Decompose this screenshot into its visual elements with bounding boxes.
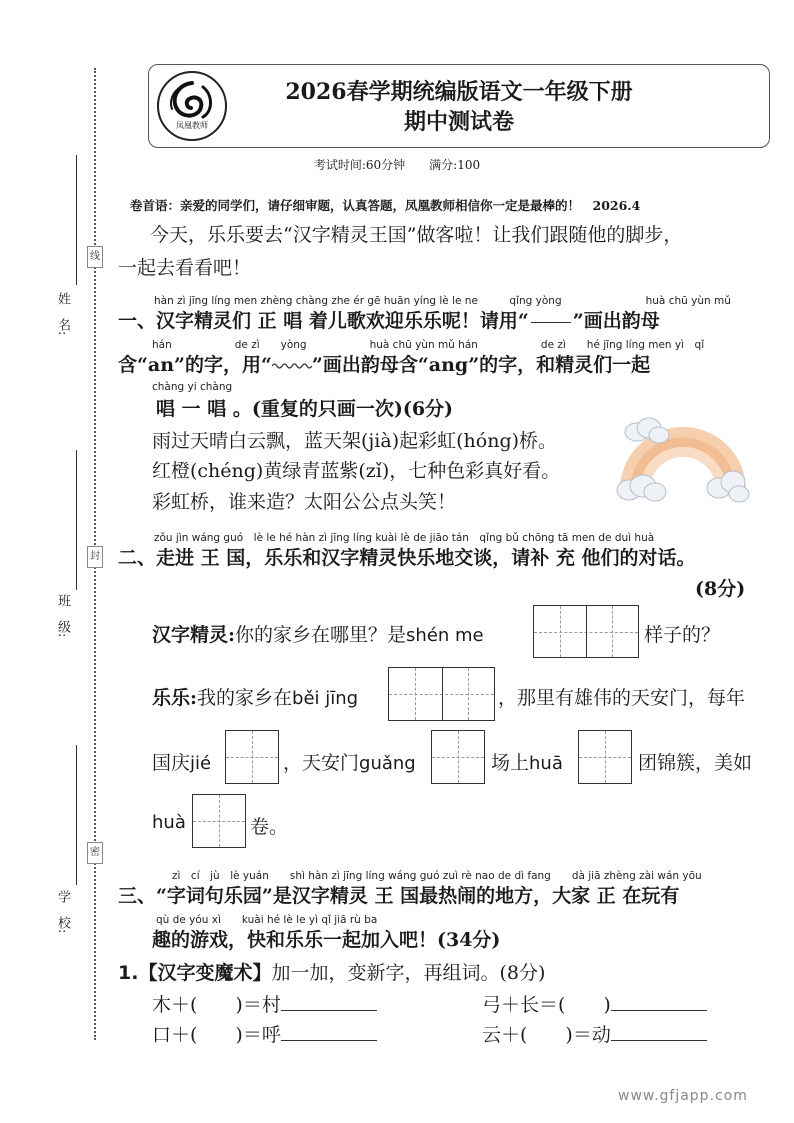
dialogue-line-3a bbox=[152, 748, 211, 775]
name-label: 姓 名: bbox=[55, 292, 70, 336]
binding-tag-secret: 密 bbox=[87, 842, 103, 864]
binding-tag-seal: 封 bbox=[87, 546, 103, 568]
q1-pinyin-3: chàng yi chàng bbox=[152, 381, 233, 393]
dialogue-3c: 场上 bbox=[491, 752, 530, 774]
dialogue-2a: 我的家乡在 bbox=[197, 687, 293, 709]
q3-sub1 bbox=[118, 958, 545, 985]
magic-item-2-text: 弓＋长＝( ) bbox=[482, 994, 611, 1016]
name-fill-line[interactable] bbox=[76, 155, 77, 285]
q1-text-2a: 含“an”的字，用“ bbox=[118, 354, 272, 376]
watermark: www.gfjapp.com bbox=[618, 1088, 748, 1104]
q2-pinyin: zǒu jìn wáng guó lè le hé hàn zì jīng líng kuài lè de jiāo tán qǐng bǔ chōng tā men de duì huà bbox=[154, 532, 655, 544]
q3-pinyin-2: qù de yóu xì kuài hé lè le yì qǐ jiā rù ba bbox=[156, 914, 378, 926]
answer-box-hua-picture[interactable] bbox=[192, 794, 246, 848]
exam-info: 考试时间:60分钟 满分:100 bbox=[313, 158, 481, 172]
pinyin-beijing: běi jīng bbox=[292, 688, 359, 709]
q3-line-2: 趣的游戏，快和乐乐一起加入吧！(34分) bbox=[152, 929, 501, 951]
pinyin-jie: jié bbox=[190, 753, 212, 774]
wavy-line-sample-icon bbox=[272, 362, 312, 370]
dialogue-1a: 你的家乡在哪里？是 bbox=[235, 624, 407, 646]
dialogue-line-1 bbox=[152, 620, 484, 647]
dialogue-3b: ，天安门 bbox=[283, 752, 360, 774]
magic-item-4 bbox=[482, 1020, 707, 1047]
q1-line-1 bbox=[118, 306, 660, 333]
school-fill-line[interactable] bbox=[76, 745, 77, 885]
magic-item-2 bbox=[482, 990, 707, 1017]
intro-line-2: 一起去看看吧！ bbox=[118, 257, 252, 279]
q2-title: 二、走进 王 国，乐乐和汉字精灵快乐地交谈，请补 充 他们的对话。 bbox=[118, 547, 696, 569]
poem-line-1[interactable]: 雨过天晴白云飘，蓝天架(jià)起彩虹(hóng)桥。 bbox=[152, 430, 558, 452]
magic-item-1 bbox=[152, 990, 377, 1017]
rainbow-icon bbox=[615, 410, 750, 505]
q2-score: (8分) bbox=[695, 578, 746, 600]
magic-item-2-answer[interactable] bbox=[611, 1010, 707, 1011]
q1-line-3: 唱 一 唱 。(重复的只画一次)(6分) bbox=[156, 398, 454, 420]
q3-sub1-number: 1. bbox=[118, 962, 139, 984]
q1-pinyin-2: hán de zì yòng huà chū yùn mǔ hán de zì hé jīng líng men yì qǐ bbox=[152, 339, 705, 351]
class-label: 班 级: bbox=[55, 594, 70, 638]
pinyin-hua-picture: huà bbox=[152, 812, 186, 833]
school-label: 学 校: bbox=[55, 890, 70, 934]
q1-text-1b: ”画出韵母 bbox=[572, 310, 660, 332]
speaker-lele: 乐乐: bbox=[152, 687, 198, 709]
dialogue-line-2 bbox=[152, 683, 358, 710]
underline-sample bbox=[531, 322, 571, 323]
speaker-hanzi-jingling: 汉字精灵: bbox=[152, 624, 236, 646]
intro-line-1: 今天，乐乐要去“汉字精灵王国”做客啦！让我们跟随他的脚步， bbox=[150, 224, 683, 246]
dialogue-2b: ，那里有雄伟的天安门，每年 bbox=[498, 687, 746, 709]
pinyin-guang: guǎng bbox=[359, 753, 416, 774]
answer-box-hua[interactable] bbox=[578, 730, 632, 784]
dialogue-3d: 团锦簇，美如 bbox=[638, 752, 753, 774]
magic-item-1-answer[interactable] bbox=[281, 1010, 377, 1011]
logo-text: 凤凰教师 bbox=[176, 121, 208, 130]
pinyin-hua: huā bbox=[529, 753, 563, 774]
answer-box-guang[interactable] bbox=[431, 730, 485, 784]
q1-text-2b: ”画出韵母含“ang”的字，和精灵们一起 bbox=[311, 354, 651, 376]
q1-pinyin-1: hàn zì jīng líng men zhèng chàng zhe ér gē huān yíng lè le ne qǐng yòng huà chū yùn mǔ bbox=[154, 295, 731, 307]
magic-item-4-answer[interactable] bbox=[611, 1040, 707, 1041]
answer-box-jie[interactable] bbox=[225, 730, 279, 784]
title-header-box bbox=[148, 64, 770, 148]
page-subtitle: 期中测试卷 bbox=[403, 109, 514, 135]
q3-sub1-title: 【汉字变魔术】 bbox=[138, 962, 272, 984]
class-fill-line[interactable] bbox=[76, 450, 77, 590]
answer-box-shenme[interactable] bbox=[533, 605, 639, 658]
preface: 卷首语：亲爱的同学们，请仔细审题，认真答题，凤凰教师相信你一定是最棒的！ 2026.4 bbox=[130, 198, 641, 213]
dialogue-1b: 样子的？ bbox=[644, 624, 721, 646]
dialogue-line-3b bbox=[283, 748, 416, 775]
poem-line-2[interactable]: 红橙(chéng)黄绿青蓝紫(zǐ)，七种色彩真好看。 bbox=[152, 460, 561, 482]
dialogue-4b: 卷。 bbox=[250, 816, 289, 838]
magic-item-4-text: 云＋( )＝动 bbox=[482, 1024, 611, 1046]
pinyin-shenme: shén me bbox=[406, 625, 484, 646]
q1-line-2 bbox=[118, 350, 650, 377]
poem-line-3[interactable]: 彩虹桥，谁来造？太阳公公点头笑！ bbox=[152, 491, 457, 513]
magic-item-1-text: 木＋( )＝村 bbox=[152, 994, 281, 1016]
magic-item-3-text: 口＋( )＝呼 bbox=[152, 1024, 281, 1046]
page-title: 2026春学期统编版语文一年级下册 bbox=[285, 79, 633, 105]
magic-item-3 bbox=[152, 1020, 377, 1047]
magic-item-3-answer[interactable] bbox=[281, 1040, 377, 1041]
q3-pinyin-1: zì cí jù lè yuán shì hàn zì jīng líng wáng guó zuì rè nao de dì fang dà jiā zhèng zài wán yōu bbox=[172, 870, 702, 882]
dialogue-3a: 国庆 bbox=[152, 752, 191, 774]
answer-box-beijing[interactable] bbox=[388, 667, 495, 721]
q1-text-1a: 一、汉字精灵们 正 唱 着儿歌欢迎乐乐呢！请用“ bbox=[118, 310, 529, 332]
q3-sub1-text: 加一加，变新字，再组词。(8分) bbox=[271, 962, 546, 984]
dialogue-line-3c bbox=[491, 748, 563, 775]
binding-tag-line: 线 bbox=[87, 246, 103, 268]
q3-line-1: 三、“字词句乐园”是汉字精灵 王 国最热闹的地方，大家 正 在玩有 bbox=[118, 885, 680, 907]
